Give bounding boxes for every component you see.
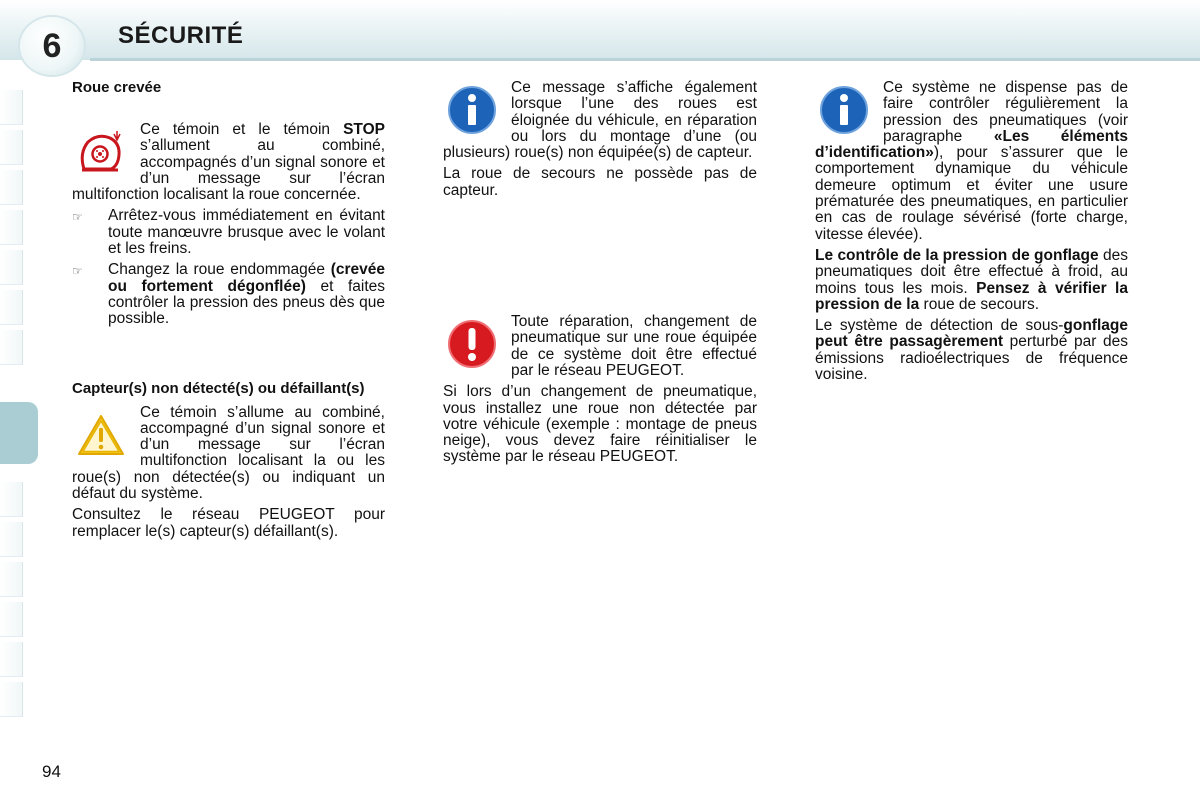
side-tab-active[interactable] (0, 402, 38, 464)
snow-tyre-note: Si lors d’un changement de pneumatique, vous installez une roue non détectée par votre véhicule (exemple : montage de pneus neige), vous devez faire réinitialiser le système par le réseau PEUGEOT. (443, 383, 757, 466)
column-middle (443, 80, 757, 471)
column-left (72, 80, 385, 545)
column-right (815, 80, 1128, 388)
sensor-fault-consult: Consultez le réseau PEUGEOT pour remplacer le(s) capteur(s) défaillant(s). (72, 506, 385, 540)
bullet-change-wheel: Changez la roue endommagée (crevée ou fortement dégonflée) et faites contrôler la pression des pneus dès que possible. (108, 261, 386, 328)
pointing-hand-icon: ☞ (72, 210, 83, 225)
page-number: 94 (42, 762, 61, 781)
flat-tyre-text-start: Ce témoin et le témoin (140, 121, 344, 138)
stop-word: STOP (343, 121, 385, 138)
chapter-number: 6 (42, 26, 62, 65)
flat-tyre-paragraph (72, 122, 385, 203)
side-tab[interactable] (0, 562, 23, 597)
list-item (72, 262, 385, 327)
side-tab[interactable] (0, 250, 23, 285)
side-tab[interactable] (0, 170, 23, 205)
side-tab[interactable] (0, 130, 23, 165)
list-item (72, 208, 385, 257)
info-note-2: Ce système ne dispense pas de faire contrôler régulièrement la pression des pneumatiques (voir paragraphe «Les éléments d’identification»), pour s’assurer que le comportement dynamique du véhicule demeure optimum et éviter une usure prématurée des pneumatiques, en particulier en cas de roulage sévérisé (forte charge, vitesse élevée). (815, 79, 1128, 243)
triangle-warning-icon (72, 405, 130, 465)
heading-sensor-fault: Capteur(s) non détecté(s) ou défaillant(s) (72, 379, 365, 397)
side-tab[interactable] (0, 330, 23, 365)
sensor-fault-paragraph: Ce témoin s’allume au combiné, accompagné d’un signal sonore et d’un message sur l’écran multifonction localisant la ou les roue(s) non détectée(s) ou indiquant un défaut du système. (72, 403, 385, 503)
side-tab[interactable] (0, 522, 23, 557)
header-rule (90, 58, 1200, 61)
pointing-hand-icon: ☞ (72, 264, 83, 279)
side-tab[interactable] (0, 682, 23, 717)
pressure-check-paragraph: Le contrôle de la pression de gonflage des pneumatiques doit être effectué à froid, au moins tous les mois. Pensez à vérifier la pression de la roue de secours. (815, 246, 1128, 313)
bullet-stop-immediately: Arrêtez-vous immédiatement en évitant toute manœuvre brusque avec le volant et les freins. (108, 207, 385, 258)
warning-note: Toute réparation, changement de pneumatique sur une roue équipée de ce système doit être effectué par le réseau PEUGEOT. (443, 314, 757, 379)
stop-exclamation-icon (443, 314, 501, 374)
side-tab[interactable] (0, 642, 23, 677)
side-tab[interactable] (0, 210, 23, 245)
interference-paragraph: Le système de détection de sous-gonflage peut être passagèrement perturbé par des émissions radioélectriques de fréquence voisine. (815, 317, 1128, 384)
info-spare-wheel: La roue de secours ne possède pas de capteur. (443, 165, 757, 199)
chapter-side-tabs (0, 82, 40, 722)
identification-reference: «Les éléments d’identification» (815, 127, 1128, 162)
bullet-change-wheel-bold: (crevée ou fortement dégonflée) (108, 261, 385, 295)
heading-flat-tyre: Roue crevée (72, 79, 162, 96)
chapter-number-badge (20, 17, 84, 75)
info-icon (815, 80, 873, 140)
side-tab[interactable] (0, 482, 23, 517)
tyre-pressure-warning-icon (72, 122, 130, 182)
side-tab[interactable] (0, 290, 23, 325)
info-icon (443, 80, 501, 140)
flat-tyre-text-rest: s’allument au combiné, accompagnés d’un signal sonore et d’un message sur l’écran multifonction localisant la roue concernée. (72, 137, 385, 204)
side-tab[interactable] (0, 90, 23, 125)
info-note-1: Ce message s’affiche également lorsque l’une des roues est éloignée du véhicule, en réparation ou lors du montage d’une (ou plusieurs) roue(s) non équipée(s) de capteur. (443, 79, 757, 162)
page-title: SÉCURITÉ (118, 22, 244, 49)
side-tab[interactable] (0, 602, 23, 637)
